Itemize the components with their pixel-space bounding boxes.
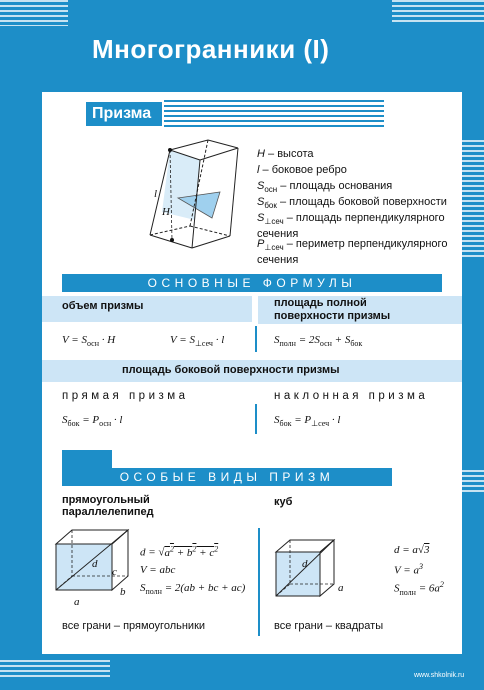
cuboid-title-line2: параллелепипед bbox=[62, 506, 154, 518]
cuboid-formula-area: $S_{полн} = 2(ab$ + bc + ac) bbox=[140, 582, 246, 597]
full-area-formula: $S_{полн} = 2S_{осн} + S_{бок}$ bbox=[274, 334, 363, 349]
prism-label-height: H bbox=[162, 206, 170, 218]
cube-formula-diagonal: d = a√3 bbox=[394, 544, 430, 556]
formula-divider-v2 bbox=[255, 404, 257, 434]
cuboid-formula-diagonal: $d = √a^2 + b^2 + c^2$ bbox=[140, 544, 219, 559]
full-area-title: площадь полной поверхности призмы bbox=[274, 297, 391, 322]
cuboid-title-line1: прямоугольный bbox=[62, 494, 150, 506]
formula-divider-v1 bbox=[255, 326, 257, 352]
special-divider-v bbox=[258, 528, 260, 636]
cube-label-d: d bbox=[302, 558, 308, 570]
volume-formula-1: $V = S_{осн} \cdot H$ bbox=[62, 334, 116, 349]
oblique-prism-title: наклонная призма bbox=[274, 390, 429, 402]
oblique-prism-formula: $S_{бок} = P_{\perp сеч} \cdot l$ bbox=[274, 414, 341, 429]
decor-stripes-bottom bbox=[0, 660, 110, 680]
prism-figure bbox=[140, 140, 250, 260]
volume-formula-2: $V = S_{\perp сеч} \cdot l$ bbox=[170, 334, 225, 349]
cuboid-label-c: c bbox=[112, 566, 117, 578]
decor-stripes-top-right bbox=[392, 0, 484, 22]
cube-caption: все грани – квадраты bbox=[274, 620, 384, 632]
prism-label-edge: l bbox=[154, 188, 158, 200]
footer-site: www.shkolnik.ru bbox=[414, 672, 465, 679]
cube-formula-volume: $V = a^3$ bbox=[394, 562, 423, 577]
legend-item-edge: l – боковое ребро bbox=[257, 164, 347, 176]
cube-title: куб bbox=[274, 496, 293, 508]
cube-label-a: a bbox=[338, 582, 344, 594]
legend-item-section-perimeter: $P_{\perp сеч}$ – периметр перпендикулярного сечения bbox=[257, 238, 448, 267]
cuboid-label-b: b bbox=[120, 586, 126, 598]
decor-stripes-top-left bbox=[0, 0, 68, 26]
cube-formula-area: $S_{полн} = 6a^2$ bbox=[394, 580, 444, 597]
cuboid-formula-volume: V = abc bbox=[140, 564, 176, 576]
right-prism-formula: $S_{бок} = P_{осн} \cdot l$ bbox=[62, 414, 123, 429]
cuboid-label-a: a bbox=[74, 596, 80, 608]
special-left-block bbox=[62, 450, 112, 468]
prism-heading: Призма bbox=[92, 105, 152, 122]
poster-title: Многогранники (I) bbox=[92, 34, 330, 64]
special-heading: ОСОБЫЕ ВИДЫ ПРИЗМ bbox=[62, 468, 392, 486]
legend-item-section-area: $S_{\perp сеч}$ – площадь перпендикулярного сечения bbox=[257, 212, 445, 241]
cuboid-caption: все грани – прямоугольники bbox=[62, 620, 206, 632]
lateral-title: площадь боковой поверхности призмы bbox=[122, 364, 340, 376]
formulas-heading: ОСНОВНЫЕ ФОРМУЛЫ bbox=[62, 274, 442, 292]
right-prism-title: прямая призма bbox=[62, 390, 189, 402]
cuboid-label-d: d bbox=[92, 558, 98, 570]
legend-item-base-area: $S_{осн}$ – площадь основания bbox=[257, 180, 393, 195]
legend-item-height: H – высота bbox=[257, 148, 314, 160]
volume-title: объем призмы bbox=[62, 300, 144, 312]
legend-item-lateral-area: $S_{бок}$ – площадь боковой поверхности bbox=[257, 196, 447, 211]
